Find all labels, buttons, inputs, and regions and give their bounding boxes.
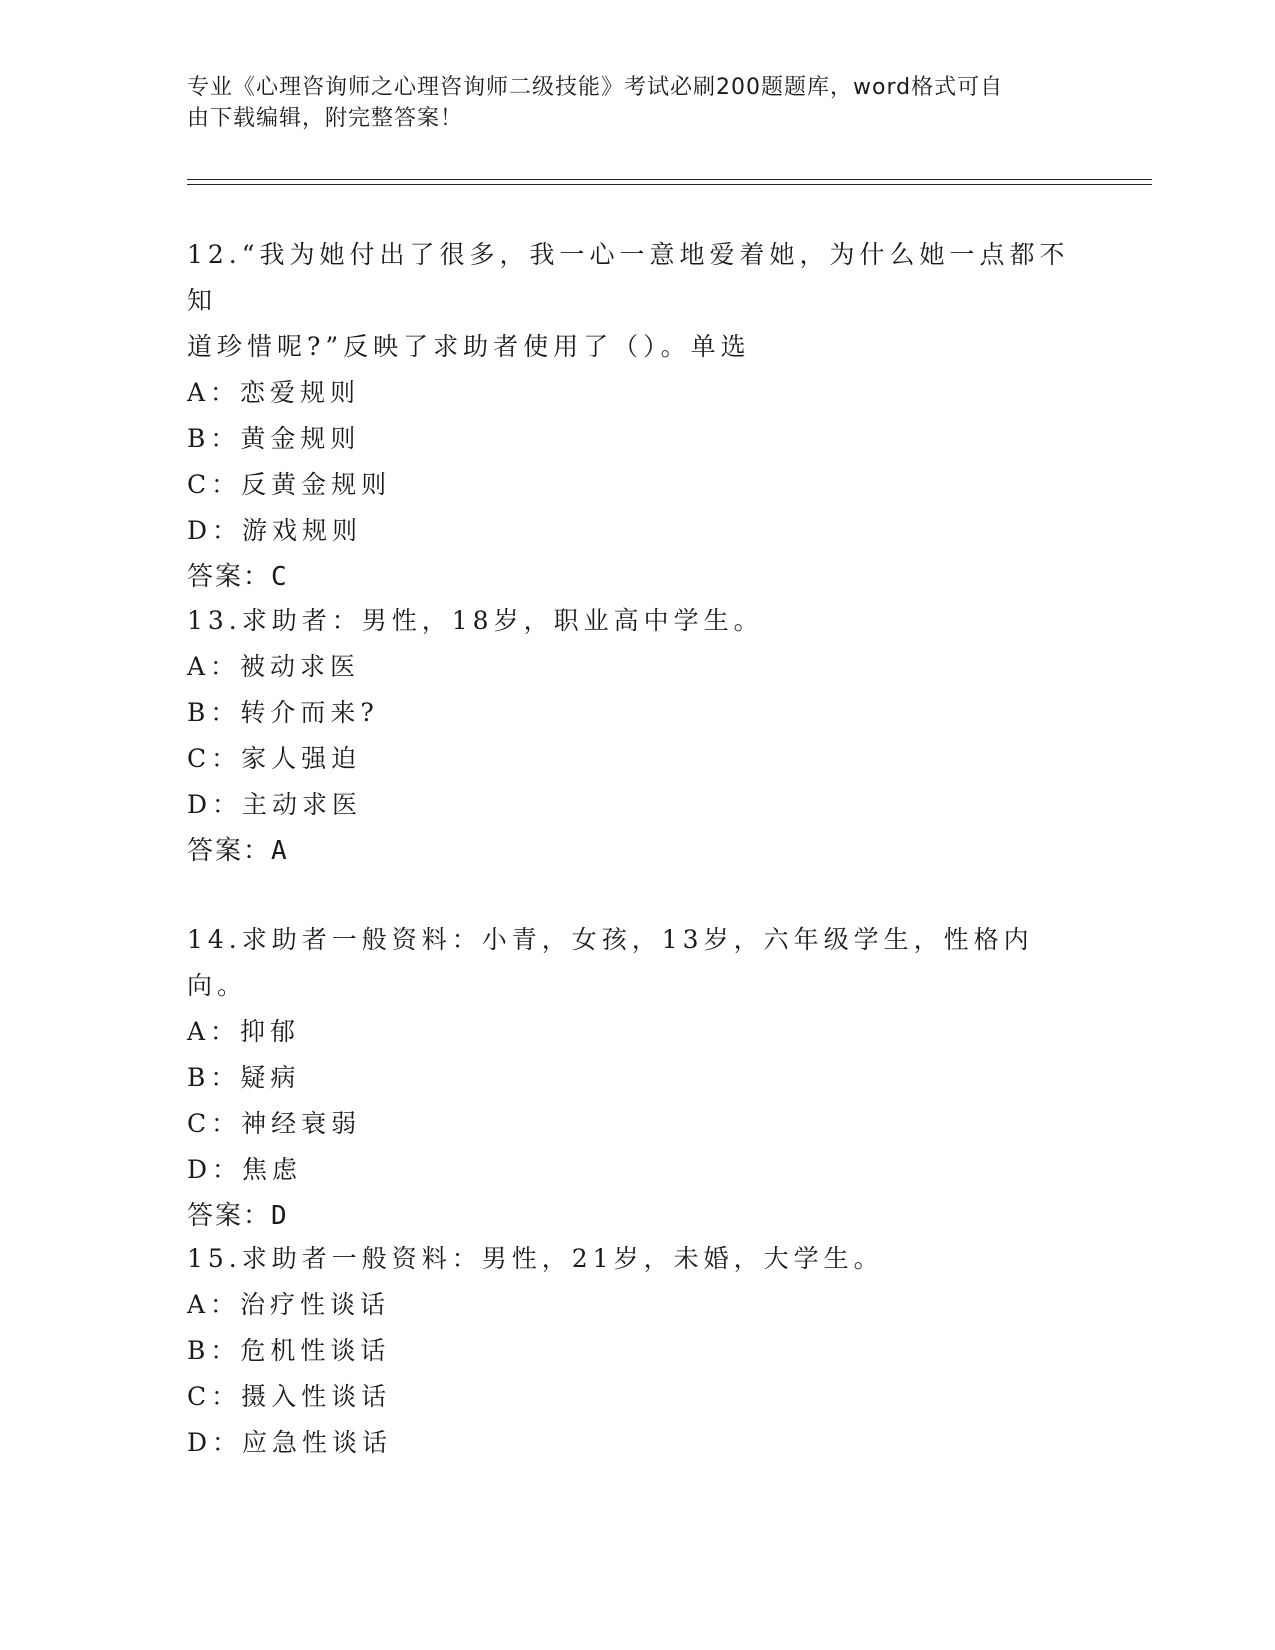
- question-12: [187, 232, 1087, 600]
- option-b: B：黄金规则: [187, 424, 361, 453]
- header-line-1: 专业《心理咨询师之心理咨询师二级技能》考试必刷200题题库，word格式可自: [187, 75, 1004, 100]
- option-d: D：主动求医: [187, 790, 363, 819]
- option-a: A：抑郁: [187, 1017, 301, 1046]
- option-c: C：家人强迫: [187, 744, 362, 773]
- header-divider-top: [187, 179, 1152, 180]
- question-stem-line-2: 道珍惜呢?”反映了求助者使用了（）。单选: [187, 332, 751, 361]
- option-d: D：焦虑: [187, 1155, 303, 1184]
- question-stem-line-1: 14.求助者一般资料：小青，女孩，13岁，六年级学生，性格内向。: [187, 925, 1034, 1000]
- answer-value: A: [271, 836, 287, 866]
- header-divider-bottom: [187, 184, 1152, 185]
- option-a: A：被动求医: [187, 652, 361, 681]
- option-b: B：转介而来?: [187, 698, 379, 727]
- header-line-2: 由下载编辑，附完整答案！: [187, 106, 464, 131]
- option-c: C：摄入性谈话: [187, 1382, 392, 1411]
- option-c: C：反黄金规则: [187, 470, 392, 499]
- option-a: A：治疗性谈话: [187, 1290, 391, 1319]
- option-b: B：疑病: [187, 1063, 301, 1092]
- option-d: D：游戏规则: [187, 516, 363, 545]
- question-15: [187, 1236, 1087, 1466]
- question-stem-line-1: 13.求助者：男性，18岁，职业高中学生。: [187, 606, 764, 635]
- question-stem-line-1: 12.“我为她付出了很多，我一心一意地爱着她，为什么她一点都不知: [187, 240, 1070, 315]
- option-c: C：神经衰弱: [187, 1109, 362, 1138]
- option-b: B：危机性谈话: [187, 1336, 391, 1365]
- answer-label: 答案：: [187, 562, 272, 592]
- answer-line: [187, 1193, 1087, 1239]
- question-14: [187, 917, 1087, 1239]
- answer-value: C: [271, 562, 287, 592]
- answer-line: [187, 554, 1087, 600]
- document-header: [187, 72, 1087, 134]
- answer-value: D: [271, 1201, 287, 1231]
- answer-label: 答案：: [187, 836, 272, 866]
- option-a: A：恋爱规则: [187, 378, 361, 407]
- option-d: D：应急性谈话: [187, 1428, 393, 1457]
- question-13: [187, 598, 1087, 874]
- answer-line: [187, 828, 1087, 874]
- question-stem-line-1: 15.求助者一般资料：男性，21岁，未婚，大学生。: [187, 1244, 884, 1273]
- answer-label: 答案：: [187, 1201, 272, 1231]
